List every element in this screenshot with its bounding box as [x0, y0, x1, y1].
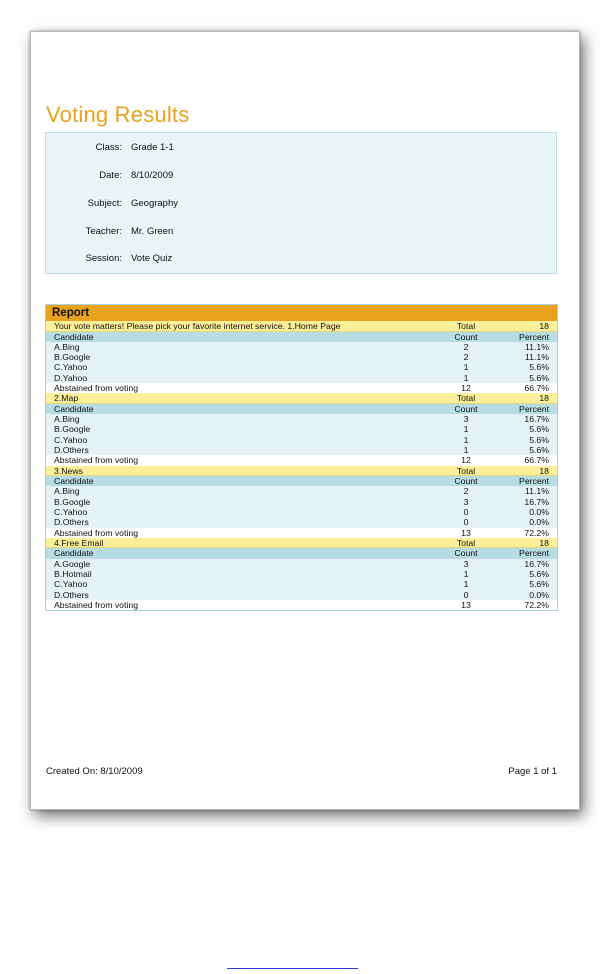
candidate-name: A.Bing [54, 341, 80, 352]
table-row [46, 445, 557, 455]
candidate-percent: 0.0% [529, 506, 549, 517]
total-label: Total [456, 537, 476, 548]
table-row [46, 507, 557, 517]
abstained-count: 13 [461, 527, 471, 538]
info-label: Session: [85, 253, 122, 264]
info-label: Teacher: [85, 226, 122, 237]
count-header: Count [454, 476, 478, 487]
candidate-percent: 0.0% [529, 517, 549, 528]
abstained-label: Abstained from voting [54, 599, 139, 610]
candidate-name: C.Yahoo [54, 506, 88, 517]
candidate-percent: 11.1% [525, 341, 549, 352]
candidate-name: D.Others [54, 517, 89, 528]
abstained-row [46, 455, 557, 465]
abstained-count: 13 [461, 599, 471, 610]
info-row-date [46, 170, 556, 184]
report-table [45, 304, 558, 611]
info-value: Mr. Green [131, 226, 174, 237]
question-title: 2.Map [54, 393, 79, 404]
candidate-count: 2 [463, 341, 469, 352]
percent-header: Percent [519, 548, 549, 559]
total-label: Total [456, 393, 476, 404]
info-row-class [46, 142, 556, 156]
abstained-percent: 72.2% [524, 527, 549, 538]
candidate-count: 3 [463, 414, 469, 425]
candidate-percent: 5.6% [529, 444, 549, 455]
question-row [46, 466, 557, 477]
candidate-header: Candidate [54, 403, 94, 414]
candidate-name: D.Others [54, 444, 89, 455]
info-row-session [46, 253, 556, 267]
total-value: 18 [539, 537, 549, 548]
candidate-name: A.Google [54, 558, 91, 569]
table-row [46, 424, 557, 434]
candidate-percent: 0.0% [529, 589, 549, 600]
table-row [46, 590, 557, 600]
abstained-percent: 72.2% [524, 599, 549, 610]
candidate-percent: 5.6% [529, 372, 549, 383]
candidate-percent: 16.7% [524, 414, 549, 425]
question-row [46, 538, 557, 549]
info-label: Class: [95, 142, 122, 153]
abstained-label: Abstained from voting [54, 382, 139, 393]
percent-header: Percent [519, 331, 549, 342]
candidate-header: Candidate [54, 476, 94, 487]
candidate-percent: 11.1% [525, 486, 549, 497]
question-title: Your vote matters! Please pick your favorite internet service. 1.Home Page [54, 321, 341, 331]
total-label: Total [456, 321, 476, 331]
candidate-header: Candidate [54, 548, 94, 559]
candidate-count: 1 [463, 579, 469, 590]
count-header: Count [454, 403, 478, 414]
candidate-count: 2 [463, 486, 469, 497]
table-row [46, 517, 557, 527]
candidate-name: A.Bing [54, 414, 80, 425]
candidate-count: 3 [463, 496, 469, 507]
abstained-row [46, 528, 557, 538]
candidate-count: 0 [463, 517, 469, 528]
candidate-count: 1 [463, 434, 469, 445]
question-row [46, 393, 557, 404]
candidate-name: C.Yahoo [54, 434, 88, 445]
candidate-percent: 5.6% [529, 434, 549, 445]
candidate-count: 1 [463, 372, 469, 383]
report-info-panel [45, 132, 557, 274]
abstained-label: Abstained from voting [54, 455, 139, 466]
candidate-name: C.Yahoo [54, 579, 88, 590]
table-row [46, 559, 557, 569]
candidate-count: 0 [463, 506, 469, 517]
candidate-count: 0 [463, 589, 469, 600]
info-value: Vote Quiz [131, 253, 173, 264]
candidate-percent: 11.1% [525, 352, 549, 363]
candidate-percent: 5.6% [529, 424, 549, 435]
candidate-count: 1 [463, 362, 469, 373]
candidate-name: B.Google [54, 352, 91, 363]
table-row [46, 414, 557, 424]
candidate-percent: 5.6% [529, 568, 549, 579]
candidate-percent: 5.6% [529, 362, 549, 373]
candidate-name: B.Google [54, 424, 91, 435]
table-row [46, 569, 557, 579]
candidate-name: D.Others [54, 589, 89, 600]
abstained-row [46, 383, 557, 393]
column-header-row [46, 476, 557, 486]
abstained-percent: 66.7% [524, 382, 549, 393]
report-title: Voting Results [46, 102, 190, 127]
column-header-row [46, 548, 557, 558]
percent-header: Percent [519, 403, 549, 414]
abstained-percent: 66.7% [524, 455, 549, 466]
info-value: Geography [131, 198, 179, 209]
candidate-count: 1 [463, 424, 469, 435]
total-value: 18 [539, 465, 549, 476]
abstained-label: Abstained from voting [54, 527, 139, 538]
total-value: 18 [539, 321, 549, 331]
table-row [46, 497, 557, 507]
column-header-row [46, 404, 557, 414]
question-title: 3.News [54, 465, 83, 476]
candidate-percent: 16.7% [524, 496, 549, 507]
abstained-row [46, 600, 557, 610]
report-page [30, 31, 580, 810]
candidate-name: C.Yahoo [54, 362, 88, 373]
total-label: Total [456, 465, 476, 476]
table-row [46, 486, 557, 496]
report-section-header: Report [46, 305, 557, 321]
info-row-subject [46, 198, 556, 212]
count-header: Count [454, 548, 478, 559]
abstained-count: 12 [461, 455, 471, 466]
info-value: Grade 1-1 [131, 142, 174, 153]
candidate-count: 3 [463, 558, 469, 569]
info-label: Date: [99, 170, 122, 181]
page-number-footer: Page 1 of 1 [508, 766, 557, 777]
link-underline[interactable] [227, 968, 358, 969]
table-row [46, 362, 557, 372]
candidate-percent: 5.6% [529, 579, 549, 590]
abstained-count: 12 [461, 382, 471, 393]
column-header-row [46, 332, 557, 342]
info-value: 8/10/2009 [131, 170, 174, 181]
candidate-count: 1 [463, 444, 469, 455]
table-row [46, 373, 557, 383]
candidate-name: B.Google [54, 496, 91, 507]
table-row [46, 579, 557, 589]
candidate-name: B.Hotmail [54, 568, 92, 579]
candidate-header: Candidate [54, 331, 94, 342]
candidate-name: D.Yahoo [54, 372, 88, 383]
count-header: Count [454, 331, 478, 342]
table-row [46, 435, 557, 445]
created-on-footer: Created On: 8/10/2009 [46, 766, 143, 777]
table-row [46, 342, 557, 352]
candidate-count: 1 [463, 568, 469, 579]
table-row [46, 352, 557, 362]
info-row-teacher [46, 226, 556, 240]
candidate-count: 2 [463, 352, 469, 363]
total-value: 18 [539, 393, 549, 404]
percent-header: Percent [519, 476, 549, 487]
candidate-percent: 16.7% [524, 558, 549, 569]
info-label: Subject: [87, 198, 122, 209]
candidate-name: A.Bing [54, 486, 80, 497]
question-title: 4.Free Email [54, 537, 104, 548]
question-row [46, 321, 557, 332]
